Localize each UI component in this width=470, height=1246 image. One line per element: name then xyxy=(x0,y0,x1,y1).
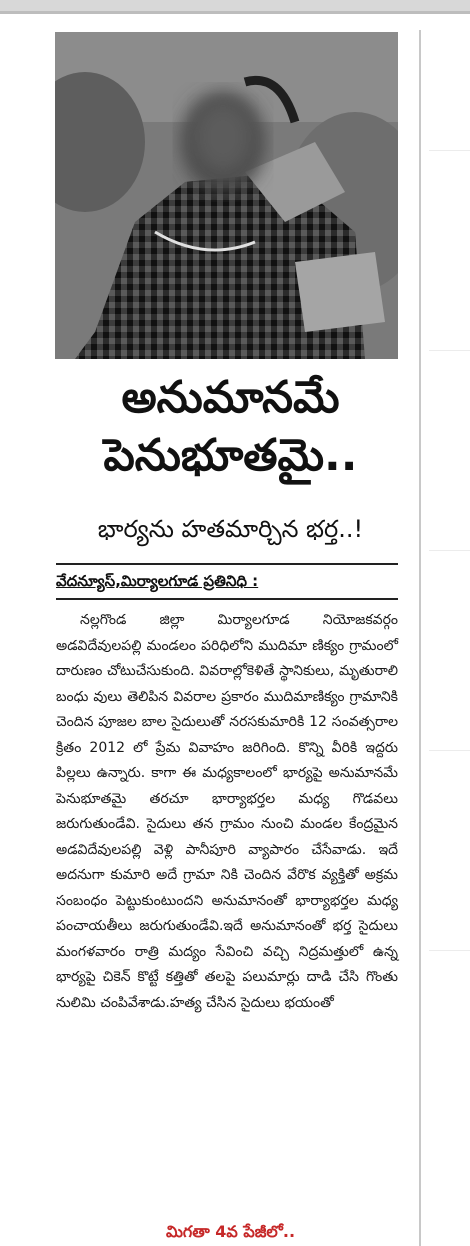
headline-line-2: పెనుభూతమై.. xyxy=(103,430,358,481)
adjacent-column-line xyxy=(429,750,470,751)
photo-illustration xyxy=(55,32,398,359)
adjacent-column xyxy=(419,30,470,1246)
adjacent-column-line xyxy=(429,550,470,551)
dateline: వేదన్యూస్,మిర్యాలగూడ ప్రతినిధి : xyxy=(56,572,259,590)
dateline-bottom-rule xyxy=(56,598,398,600)
subheadline: భార్యను హతమార్చిన భర్త..! xyxy=(97,515,364,543)
article-photo xyxy=(55,32,398,359)
dateline-top-rule xyxy=(56,563,398,565)
top-header-bar xyxy=(0,0,470,14)
top-header-divider xyxy=(0,11,470,14)
continued-note: మిగతా 4వ పేజీలో.. xyxy=(165,1222,296,1241)
adjacent-column-line xyxy=(429,350,470,351)
article-body: నల్లగొండ జిల్లా మిర్యాలగూడ నియోజకవర్గం అడవిదేవులపల్లి మండలం పరిధిలోని ముదిమా ణిక్యం గ్రామంలో దారుణం చోటుచేసుకుంది. వివరాల్లోకెళితే స్థానికులు, మృతురాలి బంధు వులు తెలిపిన వివరాల ప్రకారం ముదిమాణిక్యం గ్రామానికి చెందిన పూజల బాల సైదులుతో నరసకుమారికి 12 సంవత్సరాల క్రితం 2012 లో ప్రేమ వివాహం జరిగింది. కొన్ని వీరికి ఇద్దరు పిల్లలు ఉన్నారు. కాగా ఈ మధ్యకాలంలో భార్యపై అనుమానమే పెనుభూతమై తరచూ భార్యాభర్తల మధ్య గొడవలు జరుగుతుండేవి. సైదులు తన గ్రామం నుంచి మండల కేంద్రమైన అడవిదేవులపల్లి వెళ్లి పానీపూరి వ్యాపారం చేసేవాడు. ఇదే అదనుగా కుమారి అదే గ్రామా నికి చెందిన వేరొక వ్యక్తితో అక్రమ సంబంధం పెట్టుకుంటుందని అనుమానంతో భార్యాభర్తల మధ్య పంచాయతీలు జరుగుతుండేవి.ఇదే అనుమానంతో భర్త సైదులు మంగళవారం రాత్రి మద్యం సేవించి వచ్చి నిద్రమత్తులో ఉన్న భార్యపై చికెన్ కొట్టే కత్తితో తలపై పలుమార్లు దాడి చేసి గొంతు నులిమి చంపివేశాడు.హత్య చేసిన సైదులు భయంతో xyxy=(56,612,398,1011)
adjacent-column-line xyxy=(429,150,470,151)
headline xyxy=(48,369,413,485)
news-article xyxy=(48,24,413,1246)
headline-line-1: అనుమానమే xyxy=(121,372,340,423)
adjacent-column-line xyxy=(429,950,470,951)
